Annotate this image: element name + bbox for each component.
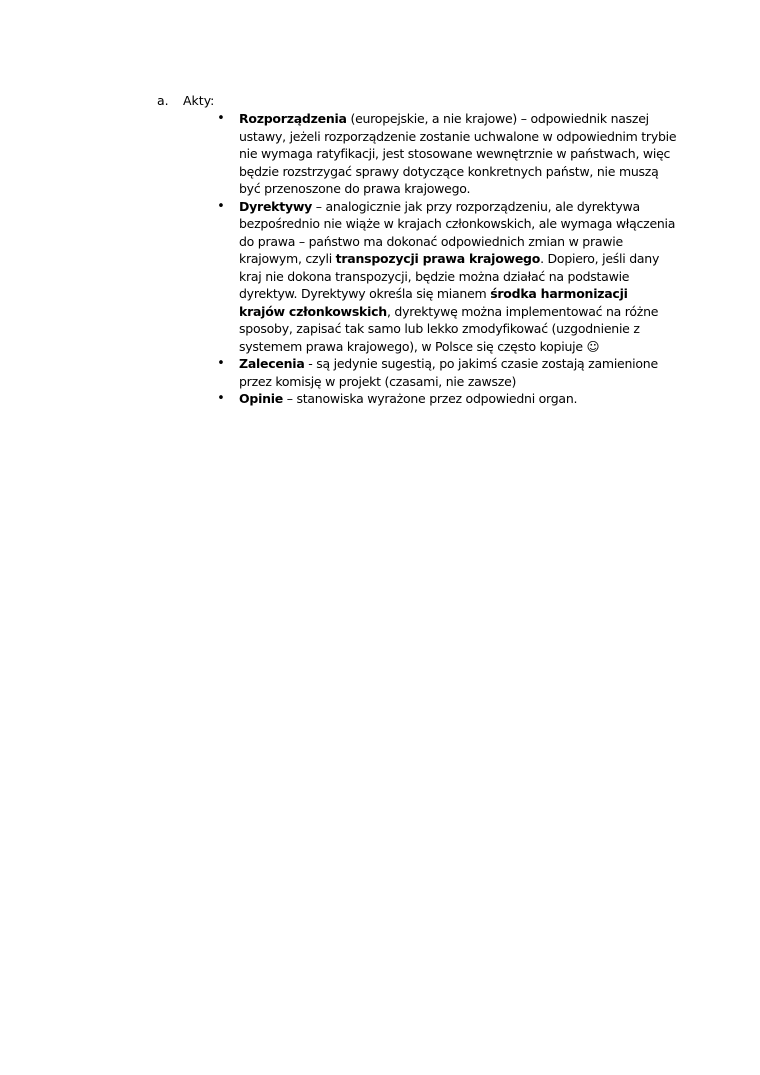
item-emphasis-1: transpozycji prawa krajowego [335, 251, 541, 266]
list-item-opinie [217, 390, 677, 408]
item-term: Opinie [239, 391, 284, 406]
section-label: Akty: [183, 93, 215, 108]
item-description-part-3: , dyrektywę można implementować na różne sposoby, zapisać tak samo lub lekko zmodyfikować (uzgodnienie z systemem prawa krajowego), w Polsce się często kopiuje ☺ [239, 303, 659, 354]
section-marker: a. [157, 93, 169, 108]
item-emphasis-2: środka harmonizacji krajów członkowskich [239, 286, 628, 319]
item-term: Zalecenia [239, 356, 305, 371]
list-item-rozporzadzenia [217, 110, 677, 198]
list-item-text [239, 110, 677, 198]
item-description-part-2: . Dopiero, jeśli dany kraj nie dokona transpozycji, będzie można działać na podstawie dyrektyw. Dyrektywy określa się mianem [239, 251, 660, 301]
list-item-dyrektywy [217, 198, 677, 356]
item-term: Dyrektywy [239, 198, 313, 214]
bullet-icon: • [217, 111, 225, 126]
acts-list [217, 110, 677, 408]
list-item-text [239, 198, 677, 356]
list-item-zalecenia [217, 355, 677, 390]
item-description: – stanowiska wyrażone przez odpowiedni organ. [283, 391, 578, 406]
bullet-icon: • [217, 198, 225, 214]
bullet-icon: • [217, 391, 225, 406]
item-description-part-1: – analogicznie jak przy rozporządzeniu, ale dyrektywa bezpośrednio nie wiąże w krajach członkowskich, ale wymaga włączenia do prawa – państwo ma dokonać odpowiednich zmian w prawie krajowym, czyli [239, 198, 676, 266]
item-description: (europejskie, a nie krajowe) – odpowiednik naszej ustawy, jeżeli rozporządzenie zostanie uchwalone w odpowiednim trybie nie wymaga ratyfikacji, jest stosowane wewnętrznie w państwach, więc będzie rozstrzygać sprawy dotyczące konkretnych państw, nie muszą być przenoszone do prawa krajowego. [239, 111, 677, 196]
bullet-icon: • [217, 356, 225, 371]
list-item-text [239, 355, 677, 390]
list-item-text [239, 390, 677, 408]
item-term: Rozporządzenia [239, 111, 347, 126]
item-description: - są jedynie sugestią, po jakimś czasie zostają zamienione przez komisję w projekt (czasami, nie zawsze) [239, 356, 658, 389]
